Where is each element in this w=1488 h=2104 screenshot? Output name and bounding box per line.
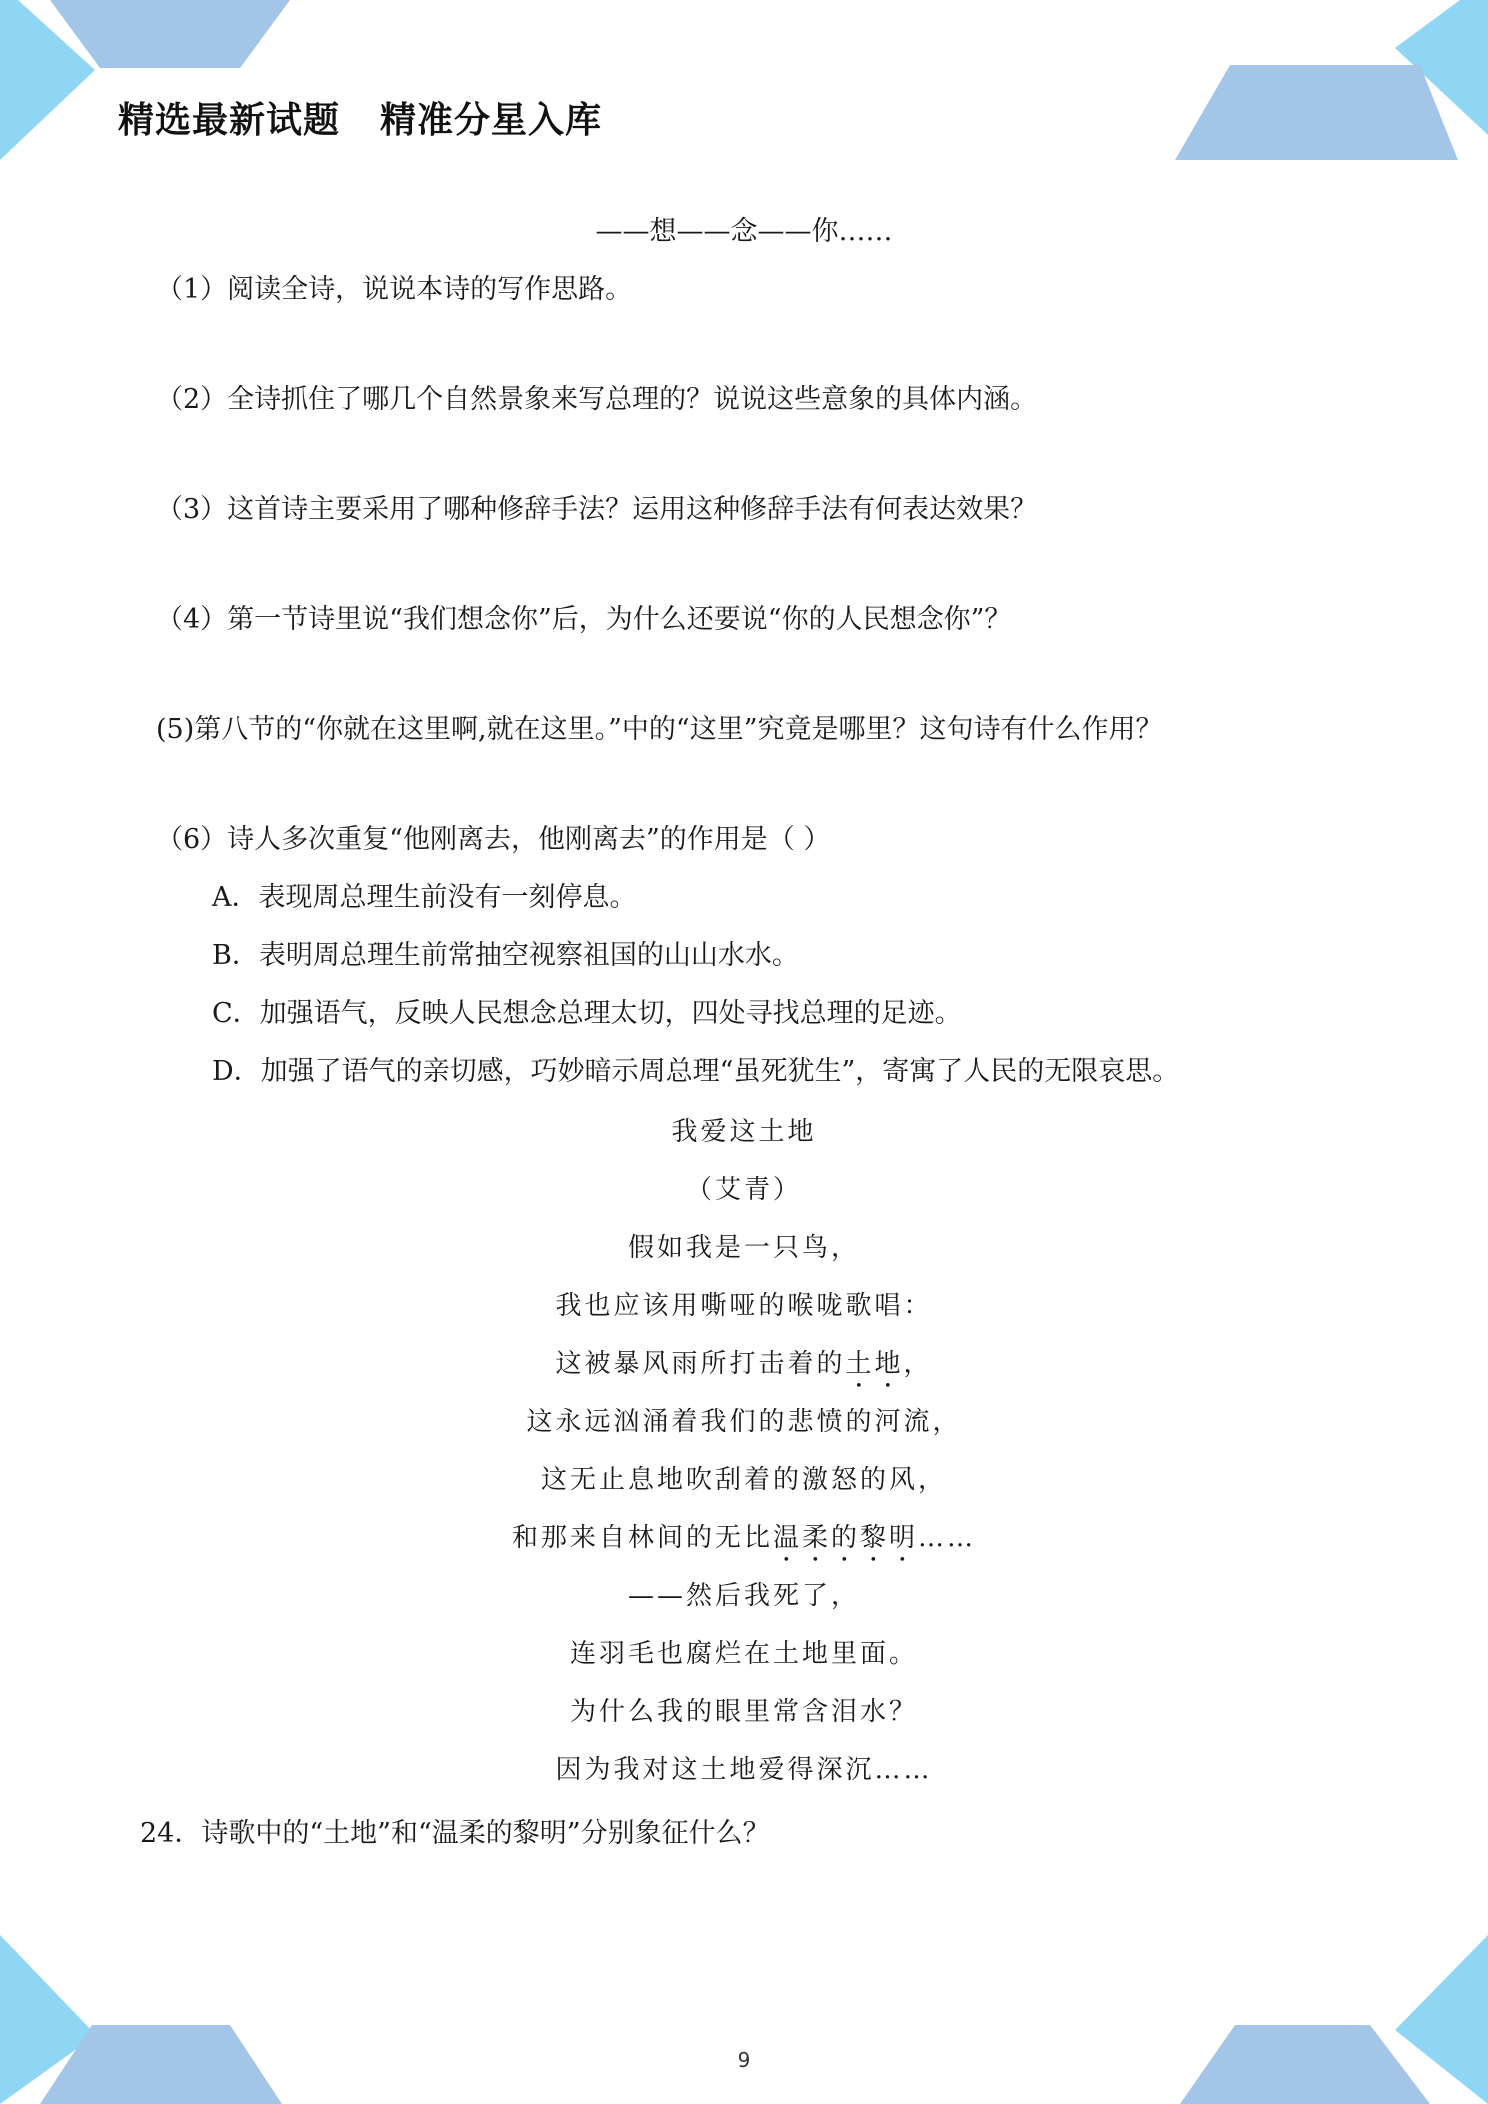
- poem-line-3-text: 这被暴风雨所打击着的: [555, 1349, 846, 1379]
- question-1: （1）阅读全诗，说说本诗的写作思路。: [156, 274, 633, 305]
- poem-title: 我爱这土地: [671, 1117, 817, 1147]
- option-c: C．加强语气，反映人民想念总理太切，四处寻找总理的足迹。: [212, 998, 962, 1029]
- poem-line-6: [0, 1522, 1488, 1568]
- poem-line-6-ellipsis: ……: [918, 1523, 977, 1553]
- poem-subtitle: ——想——念——你……: [595, 216, 893, 247]
- question-2: （2）全诗抓住了哪几个自然景象来写总理的？说说这些意象的具体内涵。: [156, 384, 1038, 415]
- emphasis-wenroudeliming: 温柔的黎明: [773, 1523, 919, 1553]
- poem-line-5: 这无止息地吹刮着的激怒的风，: [540, 1465, 947, 1495]
- poem-line-7: ——然后我死了，: [627, 1581, 860, 1611]
- poem-line-6-text: 和那来自林间的无比: [511, 1523, 773, 1553]
- question-4: （4）第一节诗里说“我们想念你”后，为什么还要说“你的人民想念你”？: [156, 604, 1012, 635]
- option-d: D．加强了语气的亲切感，巧妙暗示周总理“虽死犹生”，寄寓了人民的无限哀思。: [212, 1056, 1180, 1087]
- poem-line-3-punct: ，: [903, 1349, 933, 1379]
- option-b: B．表明周总理生前常抽空视察祖国的山山水水。: [212, 940, 799, 971]
- poem-line-4: 这永远汹涌着我们的悲愤的河流，: [526, 1407, 962, 1437]
- poem-line-3: [0, 1348, 1488, 1394]
- header-title-right: 精准分星入库: [380, 100, 603, 141]
- header-title-left: 精选最新试题: [118, 100, 341, 141]
- page-number: 9: [737, 2048, 751, 2072]
- poem-line-10: 因为我对这土地爱得深沉……: [555, 1755, 933, 1785]
- poem-line-1: 假如我是一只鸟，: [627, 1233, 860, 1263]
- question-24: 24．诗歌中的“土地”和“温柔的黎明”分别象征什么？: [140, 1818, 770, 1849]
- poem-author: （艾青）: [685, 1175, 802, 1205]
- question-6: （6）诗人多次重复“他刚离去，他刚离去”的作用是（ ）: [156, 824, 831, 855]
- page-header: [118, 92, 602, 143]
- poem-line-2: 我也应该用嘶哑的喉咙歌唱：: [555, 1291, 933, 1321]
- question-5: (5)第八节的“你就在这里啊,就在这里。”中的“这里”究竟是哪里？这句诗有什么作用？: [156, 714, 1163, 745]
- option-a: A．表现周总理生前没有一刻停息。: [212, 882, 637, 913]
- question-3: （3）这首诗主要采用了哪种修辞手法？运用这种修辞手法有何表达效果？: [156, 494, 1038, 525]
- poem-line-9: 为什么我的眼里常含泪水？: [569, 1697, 918, 1727]
- emphasis-tudi: 土地: [845, 1349, 904, 1379]
- poem-line-8: 连羽毛也腐烂在土地里面。: [569, 1639, 918, 1669]
